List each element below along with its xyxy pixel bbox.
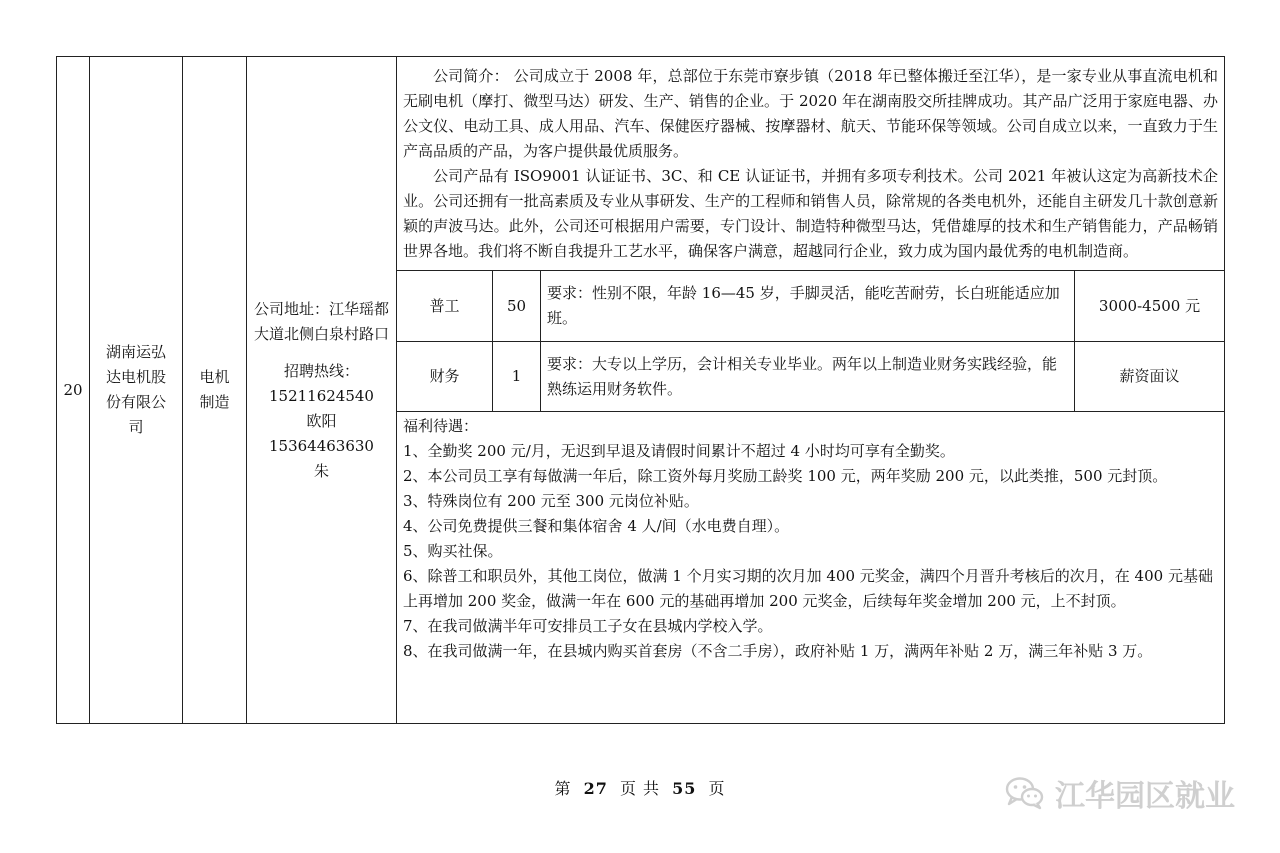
footer-prefix: 第 — [554, 779, 572, 798]
current-page: 27 — [583, 779, 608, 798]
job-title: 普工 — [397, 271, 493, 342]
job-title: 财务 — [397, 342, 493, 412]
footer-middle: 页 共 — [619, 779, 661, 798]
benefit-item: 3、特殊岗位有 200 元至 300 元岗位补贴。 — [403, 492, 699, 510]
wechat-icon — [1005, 776, 1045, 810]
job-salary: 薪资面议 — [1075, 342, 1225, 412]
benefit-item: 4、公司免费提供三餐和集体宿舍 4 人/间（水电费自理）。 — [403, 517, 790, 535]
company-address: 公司地址：江华瑶都大道北侧白泉村路口 — [253, 299, 389, 343]
benefit-item: 8、在我司做满一年，在县城内购买首套房（不含二手房），政府补贴 1 万，满两年补贴 2 万，满三年补贴 3 万。 — [403, 642, 1153, 660]
recruitment-table — [56, 56, 1225, 724]
benefits-title: 福利待遇： — [403, 417, 479, 435]
benefit-item: 5、购买社保。 — [403, 542, 503, 560]
job-salary: 3000-4500 元 — [1075, 271, 1225, 342]
job-requirement: 要求：大专以上学历，会计相关专业毕业。两年以上制造业财务实践经验，能熟练运用财务软件。 — [541, 342, 1075, 412]
row-number: 20 — [57, 57, 90, 724]
watermark-text: 江华园区就业 — [1055, 779, 1235, 814]
company-intro-row — [57, 57, 1225, 271]
industry — [183, 57, 247, 724]
benefit-item: 6、除普工和职员外，其他工岗位，做满 1 个月实习期的次月加 400 元奖金，满四个月晋升考核后的次月，在 400 元基础上再增加 200 奖金，做满一年在 600 元的基础再增加 200 元奖金，后续每年奖金增加 200 元，上不封顶。 — [403, 567, 1213, 610]
job-count: 50 — [493, 271, 541, 342]
company-name: 湖南运弘达电机股份有限公司 — [90, 57, 183, 724]
watermark — [1005, 773, 1235, 813]
total-pages: 55 — [672, 779, 697, 798]
job-count: 1 — [493, 342, 541, 412]
company-intro — [397, 57, 1225, 271]
industry-label: 电机制造 — [199, 368, 230, 411]
intro-paragraph: 公司产品有 ISO9001 认证证书、3C、和 CE 认证证书，并拥有多项专利技术。公司 2021 年被认这定为高新技术企业。公司还拥有一批高素质及专业从事研发、生产的工程师和销售人员，除常规的各类电机外，还能自主研发几十款创意新颖的声波马达。此外，公司还可根据用户需要，专门设计、制造特种微型马达，凭借雄厚的技术和生产销售能力，产品畅销世界各地。我们将不断自我提升工艺水平，确保客户满意，超越同行企业，致力成为国内最优秀的电机制造商。 — [403, 166, 1218, 260]
benefit-item: 1、全勤奖 200 元/月，无迟到早退及请假时间累计不超过 4 小时均可享有全勤奖。 — [403, 442, 955, 460]
job-requirement: 要求：性别不限，年龄 16—45 岁，手脚灵活，能吃苦耐劳，长白班能适应加班。 — [541, 271, 1075, 342]
hotline-phone-1: 15211624540 — [269, 386, 374, 405]
hotline-phone-2: 15364463630 — [269, 436, 374, 455]
benefit-item: 7、在我司做满半年可安排员工子女在县城内学校入学。 — [403, 617, 773, 635]
intro-paragraph: 公司简介： 公司成立于 2008 年，总部位于东莞市寮步镇（2018 年已整体搬迁至江华），是一家专业从事直流电机和无刷电机（摩打、微型马达）研发、生产、销售的企业。于 2020 年在湖南股交所挂牌成功。其产品广泛用于家庭电器、办公文仪、电动工具、成人用品、汽车、保健医疗器械、按摩器材、航天、节能环保等领域。公司自成立以来，一直致力于生产高品质的产品，为客户提供最优质服务。 — [403, 66, 1218, 160]
hotline-contact-1: 欧阳 — [306, 411, 337, 430]
footer-suffix: 页 — [708, 779, 726, 798]
benefits-cell — [397, 412, 1225, 724]
hotline-label: 招聘热线： — [283, 361, 359, 380]
contact-cell — [247, 57, 397, 724]
benefit-item: 2、本公司员工享有每做满一年后，除工资外每月奖励工龄奖 100 元，两年奖励 200 元，以此类推，500 元封顶。 — [403, 467, 1168, 485]
hotline-contact-2: 朱 — [313, 461, 329, 480]
